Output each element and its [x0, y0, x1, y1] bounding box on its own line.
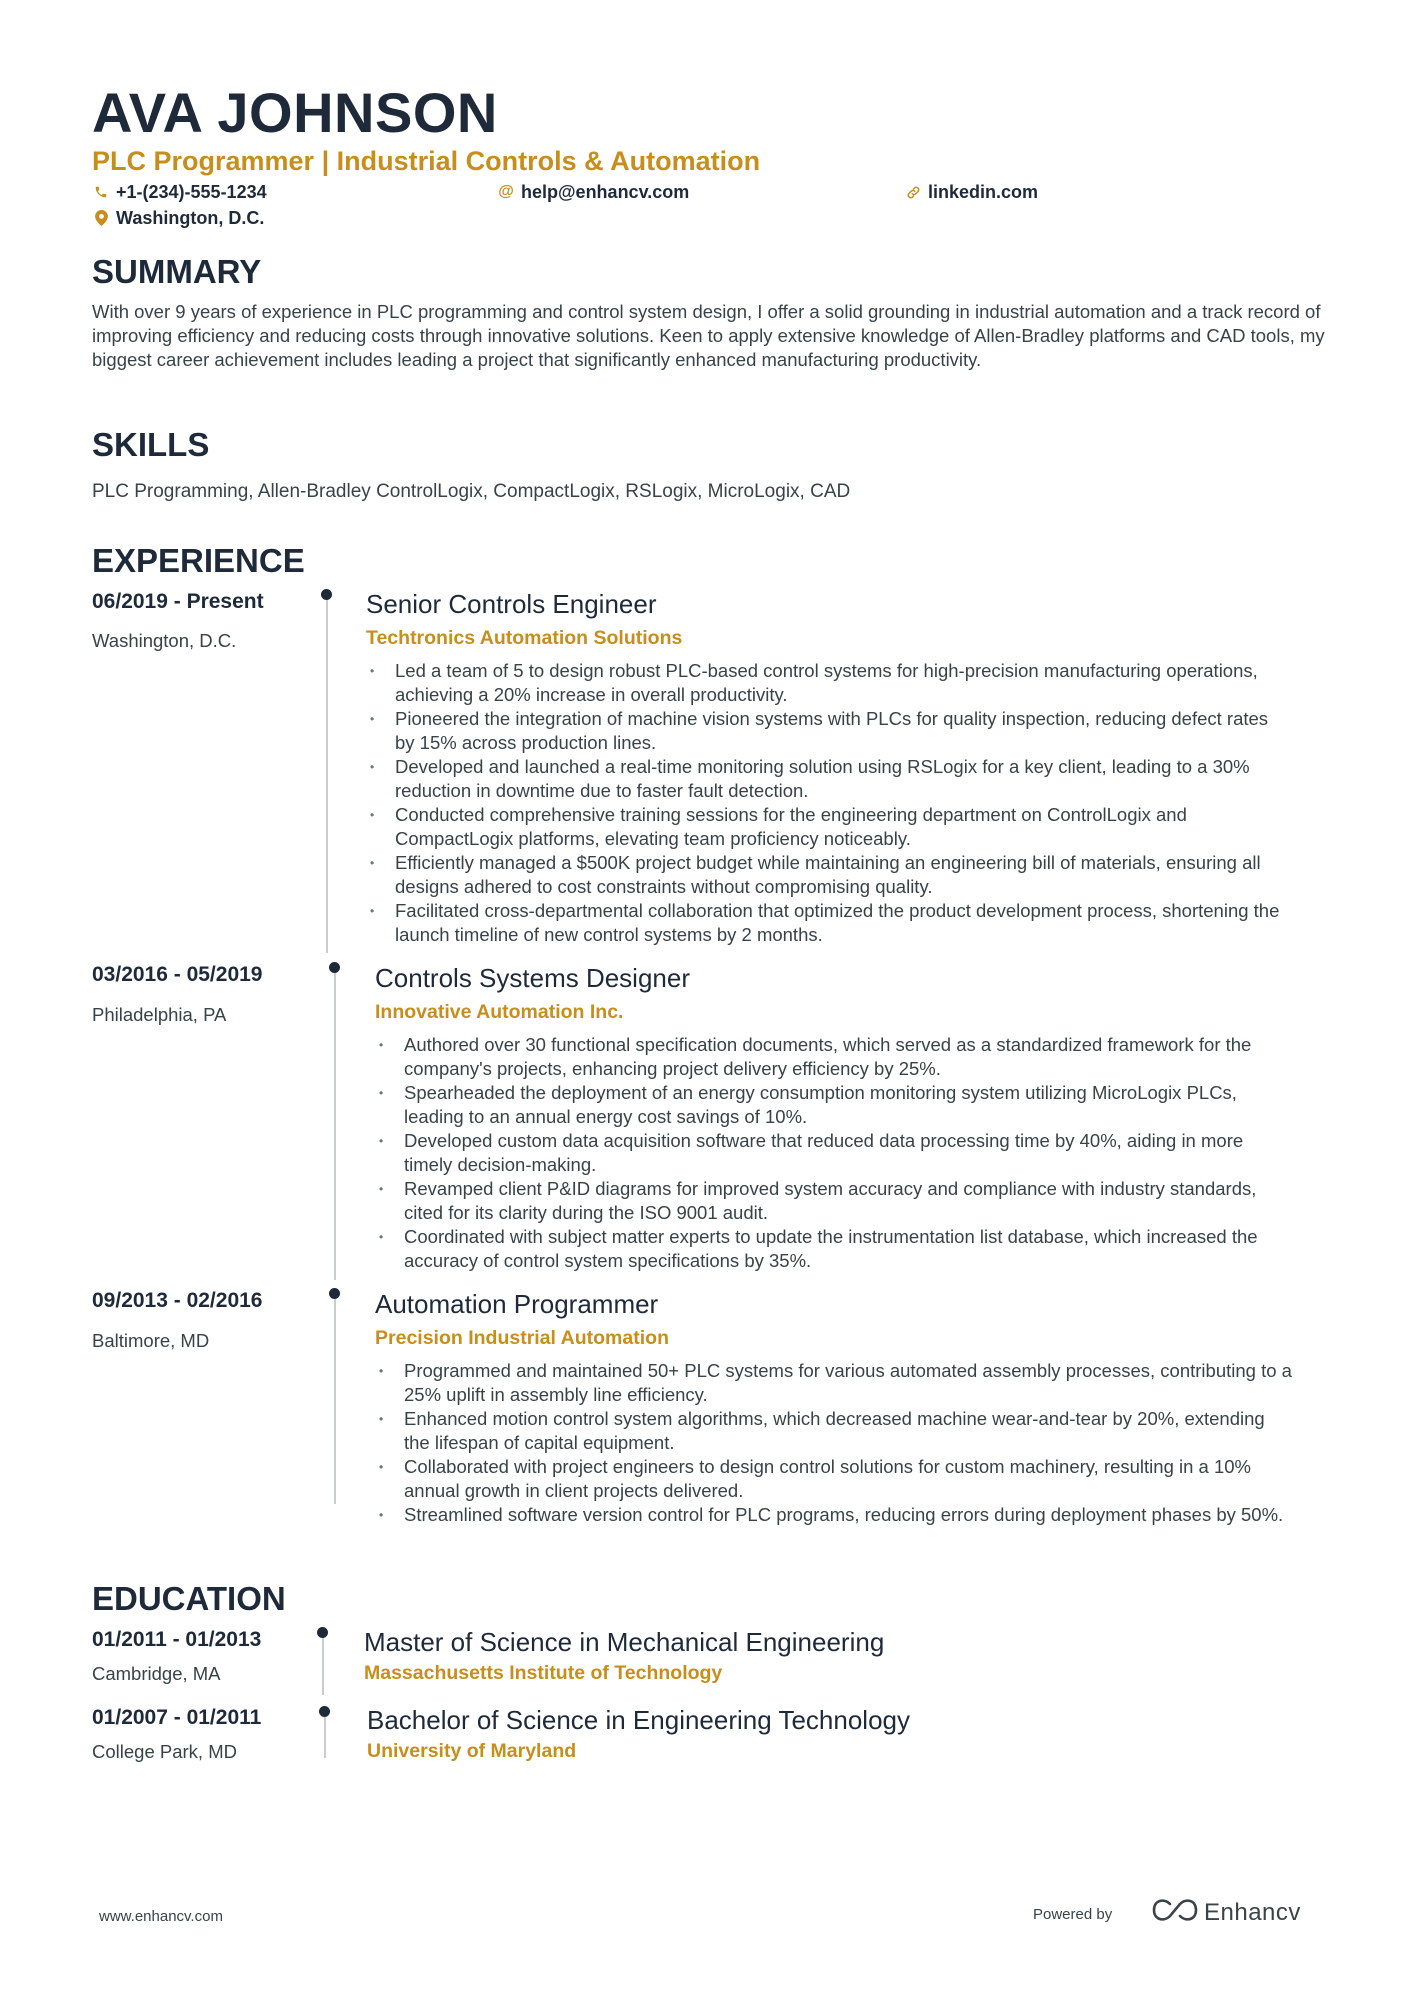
timeline-dot — [329, 1288, 340, 1299]
location-text: Washington, D.C. — [116, 208, 265, 228]
phone-icon — [92, 185, 110, 199]
headline: PLC Programmer | Industrial Controls & Automation — [92, 146, 761, 176]
job-dates: 09/2013 - 02/2016 — [92, 1289, 263, 1312]
at-icon: @ — [498, 183, 514, 200]
timeline-line — [322, 1633, 324, 1695]
list-item: • Developed and launched a real-time monitoring solution using RSLogix for a key client, leading to a 30% reduction in downtime due to faster fault detection. — [366, 755, 1286, 803]
experience-title: EXPERIENCE — [92, 542, 305, 579]
list-item: • Developed custom data acquisition software that reduced data processing time by 40%, aiding in more timely decision-making. — [375, 1129, 1295, 1177]
job-location: Baltimore, MD — [92, 1330, 210, 1351]
email-text: help@enhancv.com — [521, 182, 690, 202]
enhancv-logo-icon — [1152, 1898, 1198, 1927]
job-bullets — [366, 659, 1286, 947]
job-company: Techtronics Automation Solutions — [366, 627, 683, 649]
skills-text: PLC Programming, Allen-Bradley ControlLogix, CompactLogix, RSLogix, MicroLogix, CAD — [92, 481, 851, 502]
list-item: • Programmed and maintained 50+ PLC systems for various automated assembly processes, contributing to a 25% uplift in assembly line efficiency. — [375, 1359, 1295, 1407]
list-item: • Pioneered the integration of machine vision systems with PLCs for quality inspection, reducing defect rates by 15% across production lines. — [366, 707, 1286, 755]
education-title: EDUCATION — [92, 1580, 286, 1617]
list-item: • Spearheaded the deployment of an energy consumption monitoring system utilizing MicroLogix PLCs, leading to an annual energy cost savings of 10%. — [375, 1081, 1295, 1129]
list-item: • Collaborated with project engineers to design control solutions for custom machinery, resulting in a 10% annual growth in client projects delivered. — [375, 1455, 1295, 1503]
timeline-dot — [329, 962, 340, 973]
summary-text: With over 9 years of experience in PLC programming and control system design, I offer a solid grounding in industrial automation and a track record of improving efficiency and reducing costs through innovative solutions. Keen to apply extensive knowledge of Allen-Bradley platforms and CAD tools, my biggest career achievement includes leading a project that significantly enhanced manufacturing productivity. — [92, 301, 1325, 370]
timeline-line — [334, 1294, 336, 1504]
edu-dates: 01/2011 - 01/2013 — [92, 1628, 262, 1651]
linkedin-text: linkedin.com — [928, 182, 1039, 202]
list-item: • Revamped client P&ID diagrams for improved system accuracy and compliance with industry standards, cited for its clarity during the ISO 9001 audit. — [375, 1177, 1295, 1225]
list-item: • Led a team of 5 to design robust PLC-based control systems for high-precision manufacturing operations, achieving a 20% increase in overall productivity. — [366, 659, 1286, 707]
timeline-line — [334, 968, 336, 1280]
timeline-dot — [317, 1627, 328, 1638]
job-company: Precision Industrial Automation — [375, 1327, 669, 1349]
contact-linkedin[interactable] — [904, 180, 1038, 204]
job-bullets — [375, 1033, 1295, 1273]
edu-dates: 01/2007 - 01/2011 — [92, 1706, 262, 1729]
list-item: • Conducted comprehensive training sessions for the engineering department on ControlLogix and CompactLogix platforms, elevating team proficiency noticeably. — [366, 803, 1286, 851]
job-company: Innovative Automation Inc. — [375, 1001, 624, 1023]
edu-school: University of Maryland — [367, 1740, 577, 1762]
timeline-dot — [321, 589, 332, 600]
job-location: Philadelphia, PA — [92, 1004, 227, 1025]
job-dates: 06/2019 - Present — [92, 590, 264, 613]
edu-degree: Bachelor of Science in Engineering Technology — [367, 1705, 910, 1735]
job-dates: 03/2016 - 05/2019 — [92, 963, 263, 986]
job-role: Controls Systems Designer — [375, 963, 690, 993]
contact-phone[interactable] — [92, 180, 267, 204]
summary-title: SUMMARY — [92, 253, 262, 290]
edu-school: Massachusetts Institute of Technology — [364, 1662, 723, 1684]
job-role: Senior Controls Engineer — [366, 589, 657, 619]
edu-degree: Master of Science in Mechanical Engineering — [364, 1627, 885, 1657]
list-item: • Coordinated with subject matter experts to update the instrumentation list database, which increased the accuracy of control system specifications by 35%. — [375, 1225, 1295, 1273]
phone-text: +1-(234)-555-1234 — [116, 182, 267, 202]
list-item: • Streamlined software version control for PLC programs, reducing errors during deployment phases by 50%. — [375, 1503, 1295, 1527]
list-item: • Efficiently managed a $500K project budget while maintaining an engineering bill of materials, ensuring all designs adhered to cost constraints without compromising quality. — [366, 851, 1286, 899]
footer-url-link[interactable]: www.enhancv.com — [99, 1908, 223, 1925]
list-item: • Authored over 30 functional specification documents, which served as a standardized framework for the company's projects, enhancing project delivery efficiency by 25%. — [375, 1033, 1295, 1081]
list-item: • Facilitated cross-departmental collaboration that optimized the product development process, shortening the launch timeline of new control systems by 2 months. — [366, 899, 1286, 947]
powered-by-label: Powered by — [1033, 1906, 1113, 1923]
location-pin-icon — [92, 210, 110, 226]
edu-location: Cambridge, MA — [92, 1663, 221, 1684]
enhancv-logo[interactable] — [1152, 1898, 1301, 1927]
timeline-line — [326, 595, 328, 953]
candidate-name: AVA JOHNSON — [92, 81, 498, 144]
job-location: Washington, D.C. — [92, 630, 237, 651]
timeline-dot — [319, 1706, 330, 1717]
job-role: Automation Programmer — [375, 1289, 659, 1319]
timeline-line — [324, 1712, 326, 1758]
enhancv-brand-text: Enhancv — [1204, 1898, 1301, 1926]
contact-location — [92, 206, 264, 230]
list-item: • Enhanced motion control system algorithms, which decreased machine wear-and-tear by 20%, extending the lifespan of capital equipment. — [375, 1407, 1295, 1455]
skills-title: SKILLS — [92, 426, 210, 463]
contact-email[interactable] — [497, 180, 689, 204]
job-bullets — [375, 1359, 1295, 1527]
link-icon — [904, 185, 922, 200]
edu-location: College Park, MD — [92, 1741, 237, 1762]
